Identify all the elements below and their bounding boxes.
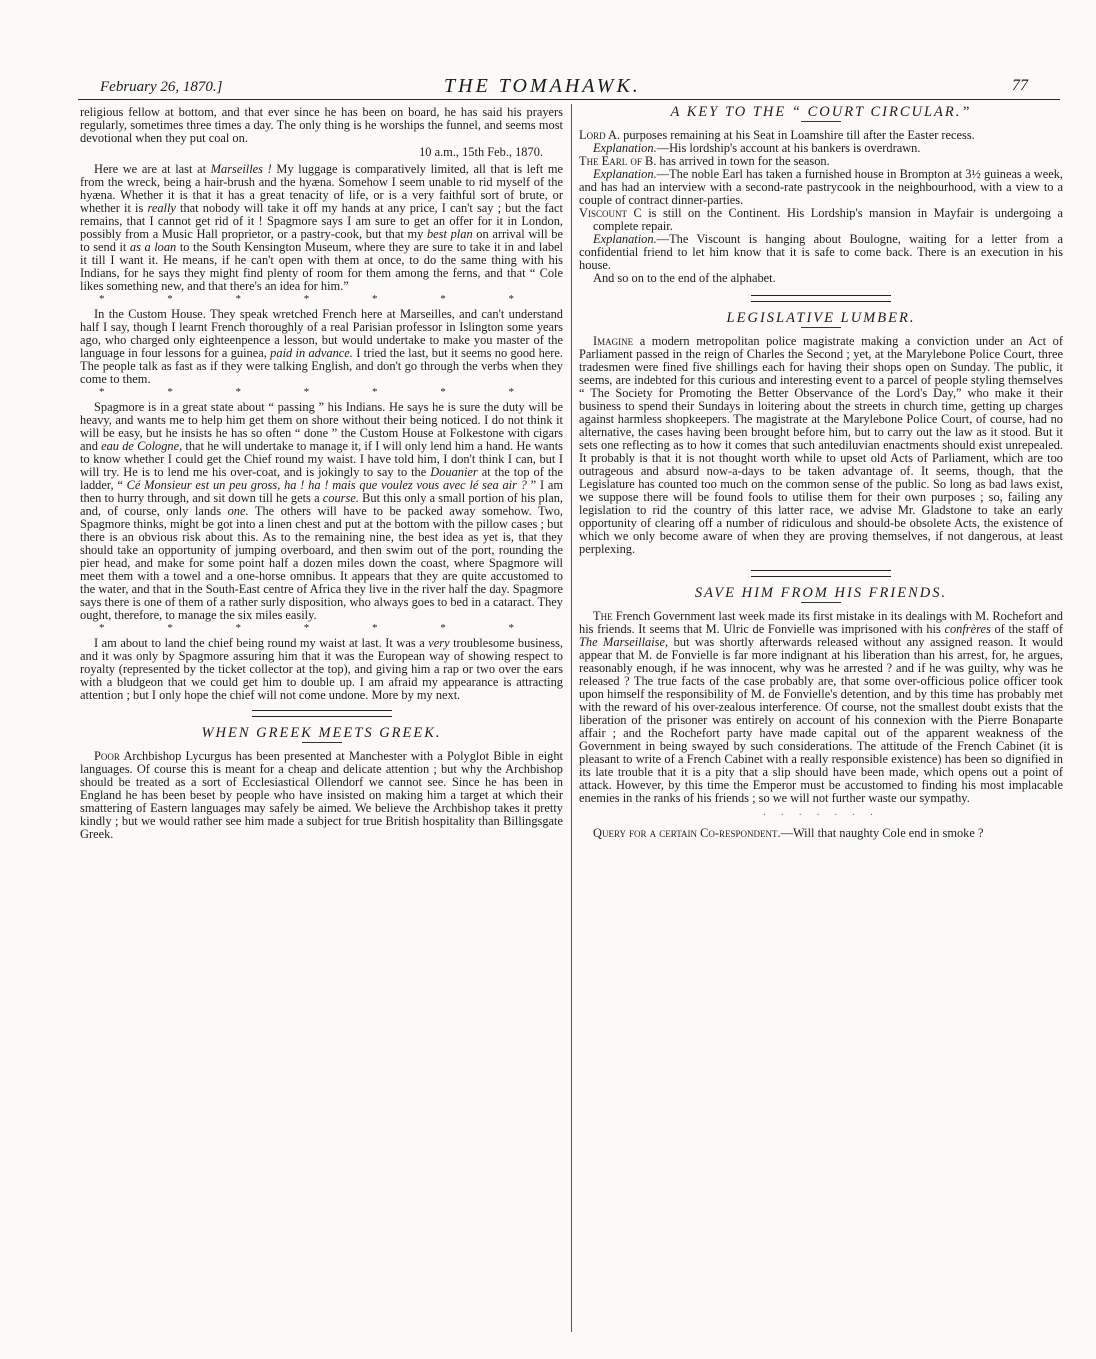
page-number: 77 <box>1012 77 1028 94</box>
court-explanation: Explanation.—His lordship's account at his bankers is overdrawn. <box>593 141 921 155</box>
court-explanation: Explanation.—The noble Earl has taken a furnished house in Brompton at 3½ guineas a week, and has had an interview with a second-rate pastrycook in the neighbourhood, with a view to a couple of contract dinner-parties. <box>579 167 1063 207</box>
section-double-rule <box>751 570 891 577</box>
header-date: February 26, 1870.] <box>100 79 223 95</box>
section-stars: * * * * * * * <box>99 386 544 398</box>
section-double-rule <box>751 295 891 302</box>
left-column <box>80 106 563 841</box>
dotted-separator: · · · · · · · <box>762 810 880 821</box>
column-divider <box>571 104 572 1332</box>
title-rule <box>801 327 841 328</box>
title-rule <box>801 602 841 603</box>
lumber-article-title: LEGISLATIVE LUMBER. <box>726 310 916 326</box>
opening-paragraph: religious fellow at bottom, and that ever since he has been on board, he has said his prayers regularly, sometimes three times a day. The only thing is he worships the funnel, and seems most devotional when they put coal on. <box>80 105 563 145</box>
court-entry: Viscount C is still on the Continent. His Lordship's mansion in Mayfair is undergoing a complete repair. <box>579 206 1063 233</box>
header-rule <box>78 99 1060 100</box>
court-entry: The Earl of B. has arrived in town for the season. <box>579 154 830 168</box>
marseilles-paragraph: Here we are at last at Marseilles ! My luggage is comparatively limited, all that is left me from the wreck, being a hair-brush and the hyæna. Somehow I seem unable to rid myself of the hyæna. Whether it is that it has a great tenacity of life, or is a very faithful sort of brute, or whether it is really that nobody will take it off my hands at any price, I can't say ; but the fact remains, that I cannot get rid of it ! Spagmore says I am sure to get an offer for it in London, possibly from a Music Hall proprietor, or a pastry-cook, but that my best plan on arrival will be to send it as a loan to the South Kensington Museum, where they are sure to take it in and label it till I want it. He means, if he can't open with them at once, to do the same thing with his Indians, for he says they might find plenty of room for them among the ferns, and that “ Cole likes something new, and that there's an idea for him.” <box>80 162 564 293</box>
greek-article-title: WHEN GREEK MEETS GREEK. <box>201 725 442 741</box>
section-stars: * * * * * * * <box>99 293 544 305</box>
custom-house-paragraph: In the Custom House. They speak wretched French here at Marseilles, and can't understand half I say, though I learnt French thoroughly of a real Parisian professor in Islington some years ago, who charged only eighteenpence a lesson, but would undertake to make you master of the language in four lessons for a guinea, paid in advance. I tried the last, but it seems no good here. The people talk as fast as if they were talking English, and don't go through the verbs when they come to them. <box>80 307 564 386</box>
section-double-rule <box>252 710 392 717</box>
greek-article-body: Poor Archbishop Lycurgus has been presented at Manchester with a Polyglot Bible in eight languages. Of course this is meant for a cheap and delicate attention ; but why the Archbishop should be treated as a sort of Ecclesiastical Ollendorf we cannot see. Since he has been in England he has been beset by people who have insisted on making him a target at which their smattering of Eastern languages may safely be aimed. We believe the Archbishop takes it pretty kindly ; but we would rather see him made a subject for true British hospitality than Billingsgate Greek. <box>80 749 563 841</box>
court-circular-title: A KEY TO THE “ COURT CIRCULAR.” <box>670 104 972 120</box>
lumber-article-body: Imagine a modern metropolitan police magistrate making a conviction under an Act of Parliament passed in the reign of Charles the Second ; yet, at the Marylebone Police Court, three tradesmen were fined five shillings each for having their shops open on Sunday. The public, it seems, are indebted for this curious and interesting event to a parcel of people styling themselves “ The Society for Promoting the Better Observance of the Lord's Day,” who make it their business to spend their Sundays in loitering about the streets in church time, getting up charges against harmless shopkeepers. The magistrate at the Marylebone Police Court, of course, had no alternative, the cases having been brought before him, but to carry out the law as it stood. But it sets one reflecting as to how it comes that such antediluvian enactments should exist unrepealed. It probably is that it is not thought worth while to upset old Acts of Parliament, which are too outrageous and absurd now-a-days to be taken advantage of. It seems, though, that the Legislature has counted too much on the common sense of the public. So long as bad laws exist, we suppose there will be found fools to utilise them for their own purposes ; so, failing any legislation to rid the country of this latter race, we advise Mr. Gladstone to take an early opportunity of clearing off a number of ridiculous and should-be obsolete Acts, the existence of which we only become aware of when they are proving themselves, if not dangerous, at least perplexing. <box>579 334 1063 556</box>
masthead: THE TOMAHAWK. <box>444 75 641 97</box>
landing-paragraph: I am about to land the chief being round my waist at last. It was a very troublesome business, and it was only by Spagmore assuring him that it was the European way of showing respect to royalty (represented by the ticket collector at the top), and giving him a rap or two over the ears with a bludgeon that we could get him to double up. I am afraid my appearance is attracting attention ; but I only hope the chief will not come undone. More by my next. <box>80 636 563 702</box>
title-rule <box>302 742 342 743</box>
dateline: 10 a.m., 15th Feb., 1870. <box>419 145 543 159</box>
court-entry: Lord A. purposes remaining at his Seat in Loamshire till after the Easter recess. <box>579 128 975 142</box>
query-paragraph: Query for a certain Co-respondent.—Will that naughty Cole end in smoke ? <box>593 826 984 840</box>
title-rule <box>801 121 841 122</box>
right-column <box>579 106 1063 840</box>
section-stars: * * * * * * * <box>99 622 544 634</box>
court-circular-end: And so on to the end of the alphabet. <box>593 271 776 285</box>
court-explanation: Explanation.—The Viscount is hanging about Boulogne, waiting for a letter from a confidential friend to let him know that it is safe to come back. There is an execution in his house. <box>579 232 1063 272</box>
friends-article-title: SAVE HIM FROM HIS FRIENDS. <box>694 585 948 601</box>
spagmore-paragraph: Spagmore is in a great state about “ passing ” his Indians. He says he is sure the duty will be heavy, and wants me to help him get them on shore without their being noticed. I do not think it will be easy, but he insists he has so often “ done ” the Custom House at Folkestone with cigars and eau de Cologne, that he will undertake to manage it, if I will only lend him a hand. He wants to know whether I could get the Chief round my waist. I have told him, I don't think I can, but I will try. He is to lend me his over-coat, and is jokingly to say to the Douanier at the top of the ladder, “ Cé Monsieur est un peu gross, ha ! ha ! mais que voulez vous avec lé sea air ? ” I am then to hurry through, and sit down till he gets a course. But this only a small portion of his plan, and, of course, only lands one. The others will have to be packed away somehow. Two, Spagmore thinks, might be got into a linen chest and put at the bottom with the pillow cases ; but there is an obvious risk about this. As to the remaining nine, the best idea as yet is, that they should take an opportunity of jumping overboard, and then swim out of the port, rounding the pier head, and make for some point half a dozen miles down the coast, where Spagmore will meet them with a towel and a one-horse omnibus. It appears that they are quite accustomed to the water, and that in the South-East centre of Africa they live in the river half the day. Spagmore says there is one of them of a rather surly disposition, who always goes to bed in a cataract. They ought, therefore, to manage the six miles easily. <box>80 400 564 622</box>
friends-article-body: The French Government last week made its first mistake in its dealings with M. Rochefort and his friends. It seems that M. Ulric de Fonvielle was imprisoned with his confrères of the staff of The Marseillaise, but was shortly afterwards released without any assigned reason. It would appear that M. de Fonvielle is far more indignant at his liberation than his arrest, for, he argues, reasonably enough, if he was innocent, why was he arrested ? and if he was guilty, why was he released ? The true facts of the case probably are, that some over-officious police officer took upon himself the responsibility of M. de Fonvielle's detention, and by this time has probably met with the reward of his over-zealous interference. Of course, not the smallest doubt exists that the liberation of the prisoner was entirely on account of his connexion with the Pierre Bonaparte affair ; and the Rochefort party have made capital out of the apparent weakness of the Government in being swayed by such considerations. The attitude of the French Cabinet (it is pleasant to write of a French Cabinet with a really responsible existence) has been so dignified in its late trouble that it is a pity that a slip should have been made, which opens out a point of attack. However, by this time the Emperor must be accustomed to finding his most implacable enemies in the ranks of his friends ; so we will not further waste our sympathy. <box>579 609 1064 805</box>
